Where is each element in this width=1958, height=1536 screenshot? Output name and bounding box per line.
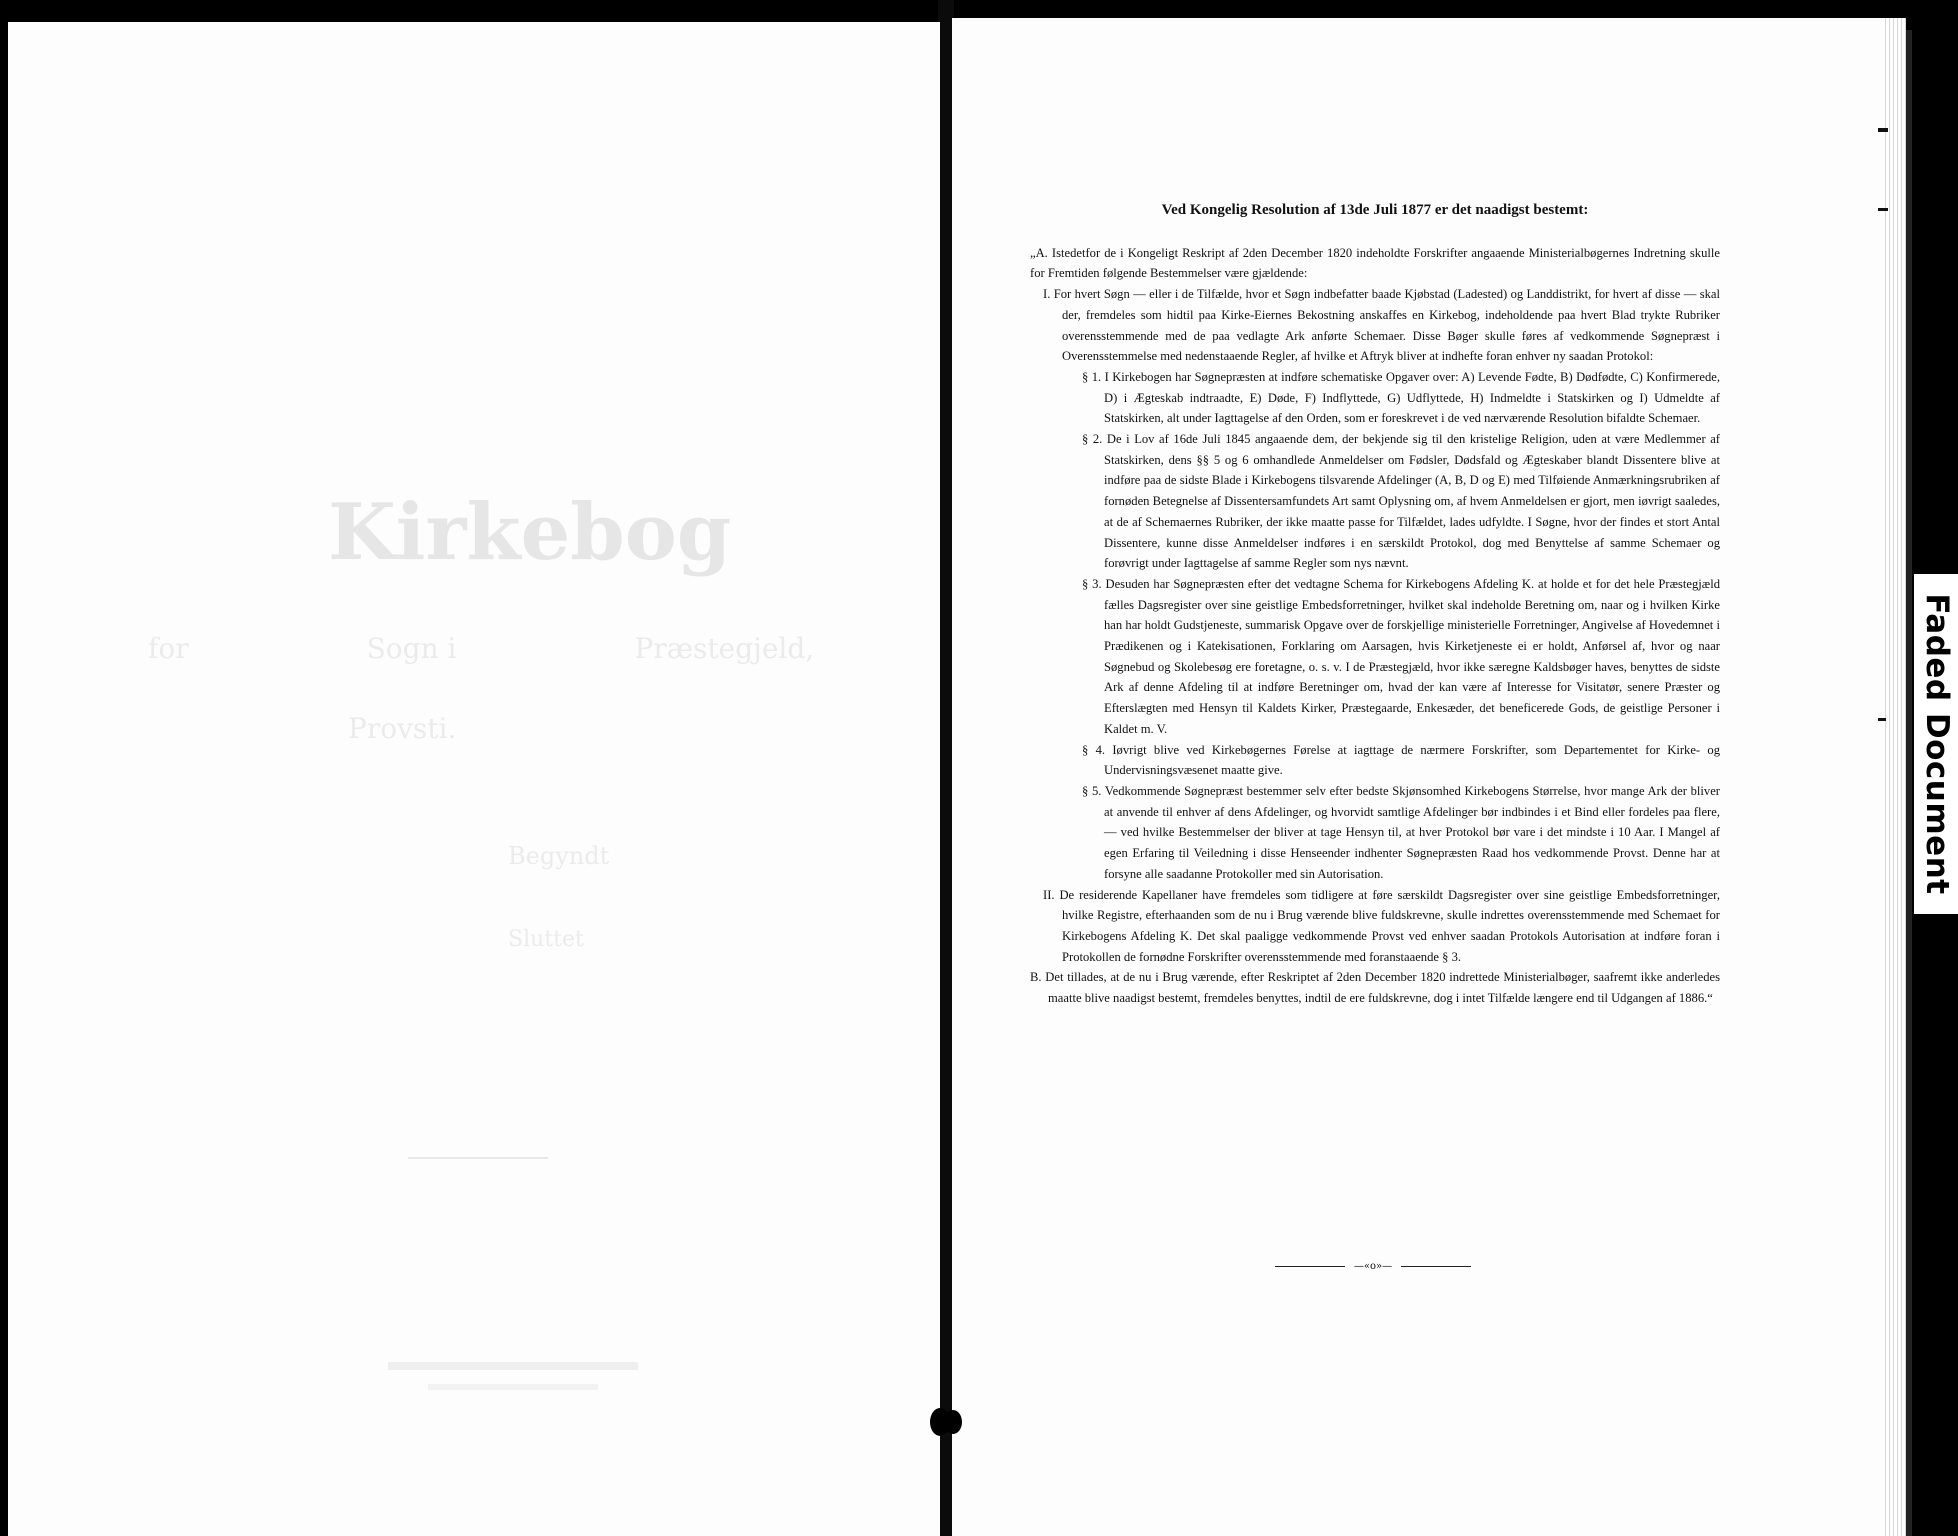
binding-clip xyxy=(944,1410,962,1434)
faded-title: Kirkebog xyxy=(328,487,732,578)
faded-line-parish: for Sogn i Præstegjeld, xyxy=(148,632,815,665)
paragraph-s1: § 1. I Kirkebogen har Søgnepræsten at indføre schematiske Opgaver over: A) Levende Fødte, B) Dødfødte, C) Konfirmerede, D) i Ægteskab indtraadte, E) Døde, F) Indflyttede, G) Udflyttede, H) Indmeldte i Statskirken og I) Udmeldte af Statskirken, alt under Iagttagelse af den Orden, som er foreskrevet i de ved nærværende Resolution bifaldte Schemaer. xyxy=(1082,369,1720,426)
paragraph-s4: § 4. Iøvrigt blive ved Kirkebøgernes Førelse at iagttage de nærmere Forskrifter, som Departementet for Kirke- og Undervisningsvæsenet maatte give. xyxy=(1082,742,1720,778)
paragraph-a: „A. Istedetfor de i Kongeligt Reskript af 2den December 1820 indeholdte Forskrifter angaaende Ministerialbøgernes Indretning skulle for Fremtiden følgende Bestemmelser være gjældende: xyxy=(1030,245,1720,281)
end-ornament xyxy=(1275,1262,1471,1272)
paragraph-i: I. For hvert Søgn — eller i de Tilfælde, hvor et Søgn indbefatter baade Kjøbstad (Ladested) og Landdistrikt, for hvert af disse — skal der, fremdeles som hidtil paa Kirke-Eiernes Bekostning anskaffes en Kirkebog, indeholdende paa hvert Blad trykte Rubriker overensstemmende med de paa vedlagte Ark anførte Schemaer. Disse Bøger skulle føres af vedkommende Søgnepræst i Overensstemmelse med nedenstaaende Regler, af hvilke et Aftryk bliver at indhefte foran enhver ny saadan Protokol: xyxy=(1043,287,1720,364)
paragraph-b: B. Det tillades, at de nu i Brug værende, efter Reskriptet af 2den December 1820 indrettede Ministerialbøger, saafremt ikke anderledes maatte blive naadigst bestemt, fremdeles benyttes, indtil de ere fuldskrevne, dog i intet Tilfælde længere end til Udgangen af 1886.“ xyxy=(1030,970,1720,1006)
document-text xyxy=(1030,200,1720,1009)
faded-line-deanery: Provsti. xyxy=(348,712,457,745)
margin-tick xyxy=(1878,208,1888,211)
margin-tick xyxy=(1878,718,1886,721)
ornament-center: —«o»— xyxy=(1353,1261,1393,1272)
document-title: Ved Kongelig Resolution af 13de Juli 1877 er det naadigst bestemt: xyxy=(1161,202,1589,218)
faded-imprint-2 xyxy=(428,1384,598,1390)
ornament-line-left xyxy=(1275,1266,1345,1267)
left-page xyxy=(8,22,940,1536)
faded-line-ended: Sluttet xyxy=(508,927,584,952)
faded-document-tab xyxy=(1912,572,1958,916)
faded-document-label: Faded Document xyxy=(1919,593,1955,895)
faded-rule xyxy=(408,1157,548,1159)
margin-tick xyxy=(1878,128,1888,132)
faded-line-begun: Begyndt xyxy=(508,842,610,870)
paragraph-s3: § 3. Desuden har Søgnepræsten efter det vedtagne Schema for Kirkebogens Afdeling K. at holde et for det hele Præstegjæld fælles Dagsregister over sine geistlige Embedsforretninger, hvilket skal indeholde Beretning om, naar og i hvilken Kirke han har holdt Gudstjeneste, summarisk Opgave over de forskjellige ministerielle Forretninger, Angivelse af Hovedemnet i Prædikenen og i Katekisationen, Forklaring om Aarsagen, hvis Kirketjeneste ei er holdt, Anførsel af, hvor og naar Søgnebud og Skolebesøg ere foretagne, o. s. v. I de Præstegjæld, hvor ikke særegne Kaldsbøger haves, benyttes de sidste Ark af denne Afdeling til at indføre Beretninger om, hvad der kan være af Interesse for Visitatør, senere Præster og Efterslægten med Hensyn til Kaldets Kirker, Præstegaarde, Enkesæder, det beneficerede Gods, de geistlige Personer i Kaldet m. V. xyxy=(1082,576,1720,736)
paragraph-s5: § 5. Vedkommende Søgnepræst bestemmer selv efter bedste Skjønsomhed Kirkebogens Størrelse, hvor mange Ark der bliver at anvende til enhver af dens Afdelinger, og hvorvidt samtlige Afdelinger bør indbindes i et Bind eller fordeles paa flere, — ved hvilke Bestemmelser der bliver at tage Hensyn til, at hver Protokol bør vare i det mindste i 10 Aar. I Mangel af egen Erfaring til Veiledning i disse Henseender indhenter Søgnepræsten Raad hos vedkommende Provst. Denne har at forsyne alle saadanne Protokoller med sin Autorisation. xyxy=(1082,783,1720,881)
faded-imprint xyxy=(388,1362,638,1370)
paragraph-ii: II. De residerende Kapellaner have fremdeles som tidligere at føre særskildt Dagsregister over sine geistlige Embedsforretninger, hvilke Registre, efterhaanden som de nu i Brug værende blive fuldskrevne, skulle indrettes overensstemmende med Schemaet for Kirkebogens Afdeling K. Det skal paaligge vedkommende Provst ved enhver saadan Protokols Autorisation at indføre foran i Protokollen de fornødne Forskrifter overensstemmende med foranstaaende § 3. xyxy=(1043,887,1720,964)
paragraph-s2: § 2. De i Lov af 16de Juli 1845 angaaende dem, der bekjende sig til den kristelige Religion, uden at være Medlemmer af Statskirken, dens §§ 5 og 6 omhandlede Anmeldelser om Fødsler, Dødsfald og Ægteskaber blandt Dissentere blive at indføre paa de sidste Blade i Kirkebogens tilsvarende Afdelinger (A, B, D og E) med Tilføiende Anmærkningsrubriken af fornøden Betegnelse af Dissentersamfundets Art samt Oplysning om, af hvem Anmeldelsen er gjort, men iøvrigt saaledes, at de af Schemaernes Rubriker, der ikke maatte passe for Tilfældet, lades udfyldte. I Søgne, hvor der findes et stort Antal Dissentere, kunne disse Anmeldelser indføres i en særskildt Protokol, dog med Benyttelse af samme Schemaer og forøvrigt under Iagttagelse af samme Regler som nys nævnt. xyxy=(1082,432,1720,571)
page-edges xyxy=(1882,18,1906,1536)
ornament-line-right xyxy=(1401,1266,1471,1267)
